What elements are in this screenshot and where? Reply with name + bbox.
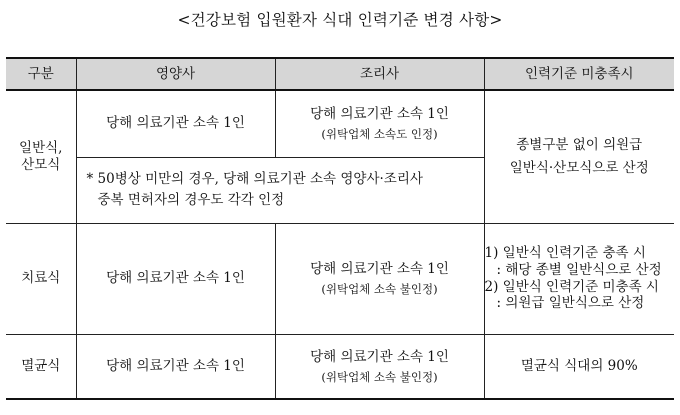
- sterile-cook-cell: [275, 334, 484, 399]
- general-category-line2: 산모식: [21, 156, 61, 173]
- general-criteria-cell: [484, 90, 674, 223]
- table-header-row: [6, 58, 674, 90]
- therapeutic-criteria-2a: 2) 일반식 인력기준 미충족 시: [484, 278, 659, 295]
- therapeutic-dietitian-cell: 당해 의료기관 소속 1인: [76, 223, 275, 334]
- general-note-line2: 중복 면허자의 경우도 각각 인정: [97, 192, 285, 208]
- general-category-line1: 일반식,: [19, 139, 63, 156]
- table-row-sterile: [6, 334, 674, 399]
- general-dietitian-cell: 당해 의료기관 소속 1인: [76, 90, 275, 157]
- table-row-therapeutic: [6, 223, 674, 334]
- therapeutic-criteria-1a: 1) 일반식 인력기준 충족 시: [484, 244, 646, 261]
- general-cook-sub: (위탁업체 소속도 인정): [321, 127, 438, 141]
- general-note-cell: [76, 157, 484, 223]
- sterile-cook-main: 당해 의료기관 소속 1인: [310, 348, 449, 365]
- therapeutic-criteria-1b: : 해당 종별 일반식으로 산정: [496, 261, 662, 278]
- table-row-general: [6, 90, 674, 157]
- document-title: <건강보험 입원환자 식대 인력기준 변경 사항>: [177, 11, 503, 29]
- general-criteria-line2: 일반식·산모식으로 산정: [509, 159, 649, 176]
- therapeutic-cook-main: 당해 의료기관 소속 1인: [310, 260, 449, 277]
- sterile-category-cell: 멸균식: [6, 334, 76, 399]
- therapeutic-criteria-2b: : 의원급 일반식으로 산정: [496, 295, 645, 312]
- general-category-cell: [6, 90, 76, 223]
- general-cook-cell: [275, 90, 484, 157]
- sterile-criteria-cell: 멸균식 식대의 90%: [484, 334, 674, 399]
- header-category: 구분: [6, 58, 76, 90]
- header-dietitian: 영양사: [76, 58, 275, 90]
- header-cook: 조리사: [275, 58, 484, 90]
- therapeutic-cook-cell: [275, 223, 484, 334]
- therapeutic-criteria-cell: [484, 223, 674, 334]
- general-note-line1: * 50병상 미만의 경우, 당해 의료기관 소속 영양사·조리사: [86, 171, 423, 188]
- therapeutic-category-cell: 치료식: [6, 223, 76, 334]
- header-criteria: 인력기준 미충족시: [484, 58, 674, 90]
- general-cook-main: 당해 의료기관 소속 1인: [310, 106, 449, 123]
- therapeutic-cook-sub: (위탁업체 소속 불인정): [321, 281, 438, 296]
- general-criteria-line1: 종별구분 없이 의원급: [516, 136, 643, 153]
- sterile-dietitian-cell: 당해 의료기관 소속 1인: [76, 334, 275, 399]
- staffing-criteria-table: [6, 57, 674, 400]
- sterile-cook-sub: (위탁업체 소속 불인정): [321, 369, 438, 384]
